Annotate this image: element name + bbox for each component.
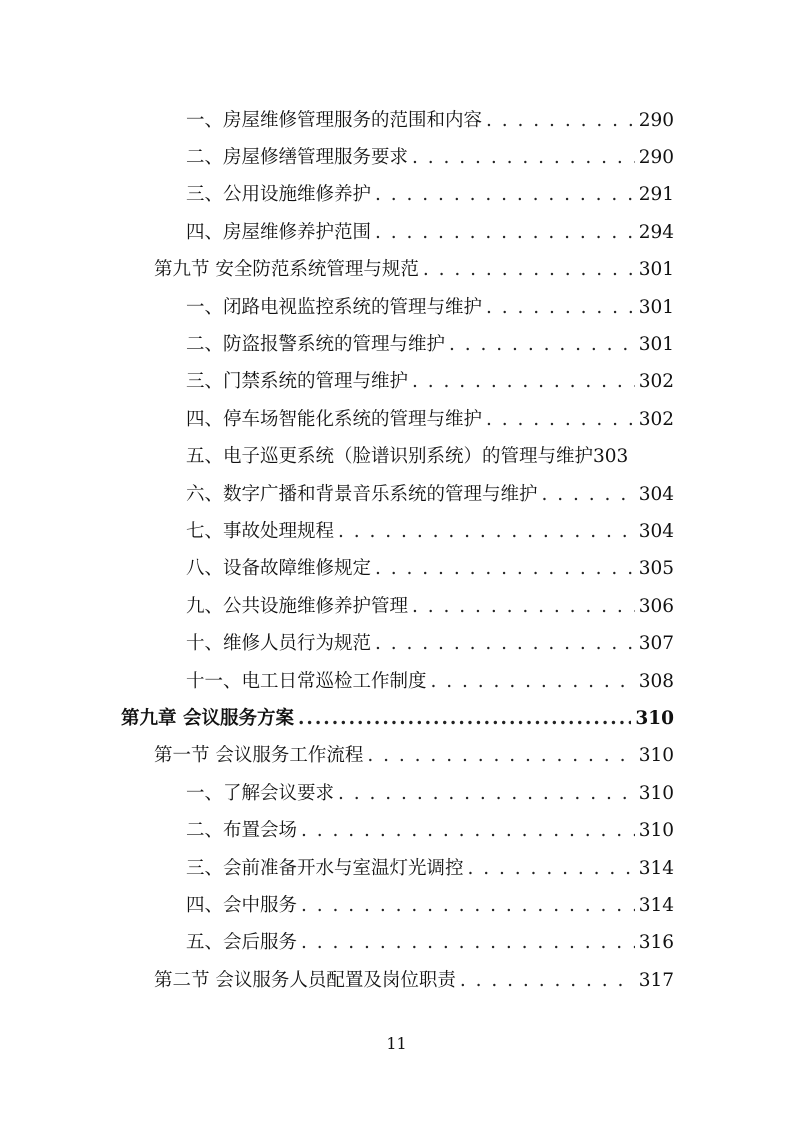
toc-entry[interactable] [0, 773, 793, 810]
toc-entry-page: 314 [638, 894, 674, 916]
toc-entry-page: 314 [638, 857, 674, 879]
table-of-contents [0, 100, 793, 997]
toc-entry-title: 七、事故处理规程 [186, 520, 335, 542]
toc-entry-page: 310 [638, 745, 674, 767]
toc-entry-title: 十一、电工日常巡检工作制度 [186, 670, 427, 692]
toc-entry-title: 第九节 安全防范系统管理与规范 [154, 259, 419, 281]
toc-entry[interactable] [0, 324, 793, 361]
toc-entry-title: 三、公用设施维修养护 [186, 184, 372, 206]
dot-leader [408, 147, 635, 168]
toc-entry-title: 二、布置会场 [186, 820, 298, 842]
toc-entry-page: 301 [638, 296, 674, 318]
dot-leader [294, 708, 631, 729]
toc-entry-page: 305 [638, 558, 674, 580]
toc-entry-title: 五、会后服务 [186, 932, 298, 954]
dot-leader [482, 297, 635, 318]
dot-leader [371, 558, 635, 579]
toc-entry[interactable] [0, 623, 793, 660]
dot-leader [464, 858, 635, 879]
toc-entry-title: 二、房屋修缮管理服务要求 [186, 147, 409, 169]
toc-entry-title: 第九章 会议服务方案 [121, 707, 294, 729]
page-number: 11 [386, 1034, 407, 1053]
toc-entry-title: 四、房屋维修养护范围 [186, 221, 372, 243]
toc-entry-title: 第二节 会议服务人员配置及岗位职责 [154, 969, 456, 991]
toc-entry[interactable] [0, 287, 793, 324]
toc-entry-title: 六、数字广播和背景音乐系统的管理与维护 [186, 483, 538, 505]
toc-entry-title: 九、公共设施维修养护管理 [186, 595, 409, 617]
toc-section-entry[interactable] [0, 736, 793, 773]
toc-entry-page: 301 [638, 259, 674, 281]
dot-leader [538, 484, 635, 505]
toc-entry-title: 三、门禁系统的管理与维护 [186, 371, 409, 393]
toc-entry-page: 304 [638, 483, 674, 505]
toc-entry-title: 一、闭路电视监控系统的管理与维护 [186, 296, 483, 318]
toc-entry[interactable] [0, 362, 793, 399]
dot-leader [297, 820, 635, 841]
toc-entry[interactable] [0, 923, 793, 960]
toc-entry[interactable] [0, 810, 793, 847]
toc-section-entry[interactable] [0, 250, 793, 287]
toc-entry-title: 三、会前准备开水与室温灯光调控 [186, 857, 464, 879]
dot-leader [297, 895, 635, 916]
toc-section-entry[interactable] [0, 960, 793, 997]
toc-entry-title: 五、电子巡更系统（脸谱识别系统）的管理与维护 [186, 446, 594, 468]
dot-leader [297, 932, 635, 953]
toc-entry[interactable] [0, 100, 793, 137]
toc-entry-page: 310 [635, 707, 674, 729]
toc-entry-title: 一、了解会议要求 [186, 782, 335, 804]
toc-entry[interactable] [0, 511, 793, 548]
toc-entry-title: 四、停车场智能化系统的管理与维护 [186, 408, 483, 430]
dot-leader [427, 671, 635, 692]
toc-entry-page: 306 [638, 595, 674, 617]
dot-leader [482, 110, 635, 131]
toc-entry-page: 301 [638, 334, 674, 356]
toc-entry[interactable] [0, 175, 793, 212]
dot-leader [334, 783, 635, 804]
toc-entry[interactable] [0, 137, 793, 174]
toc-entry-title: 十、维修人员行为规范 [186, 633, 372, 655]
dot-leader [371, 184, 635, 205]
toc-entry[interactable] [0, 848, 793, 885]
dot-leader [445, 334, 635, 355]
toc-entry-page: 302 [638, 408, 674, 430]
dot-leader [408, 596, 635, 617]
toc-entry-title: 一、房屋维修管理服务的范围和内容 [186, 109, 483, 131]
toc-entry[interactable] [0, 212, 793, 249]
toc-entry-page: 316 [638, 932, 674, 954]
dot-leader [419, 259, 635, 280]
toc-entry[interactable] [0, 474, 793, 511]
toc-entry-page: 310 [638, 782, 674, 804]
toc-chapter-entry[interactable] [0, 698, 793, 735]
toc-entry-page: 308 [638, 670, 674, 692]
toc-entry-page: 304 [638, 520, 674, 542]
toc-entry-page: 291 [638, 184, 674, 206]
dot-leader [334, 521, 635, 542]
toc-entry[interactable] [0, 437, 793, 474]
dot-leader [371, 633, 635, 654]
toc-entry-page: 303 [593, 446, 629, 468]
dot-leader [363, 745, 634, 766]
dot-leader [456, 970, 635, 991]
toc-entry[interactable] [0, 399, 793, 436]
toc-entry-page: 307 [638, 633, 674, 655]
toc-entry[interactable] [0, 549, 793, 586]
toc-entry-page: 317 [638, 969, 674, 991]
dot-leader [408, 371, 635, 392]
toc-entry[interactable] [0, 661, 793, 698]
toc-entry-title: 二、防盗报警系统的管理与维护 [186, 334, 446, 356]
toc-entry[interactable] [0, 586, 793, 623]
toc-entry-page: 290 [638, 109, 674, 131]
toc-entry-page: 290 [638, 147, 674, 169]
dot-leader [371, 222, 635, 243]
toc-entry-title: 八、设备故障维修规定 [186, 558, 372, 580]
toc-entry-title: 四、会中服务 [186, 894, 298, 916]
toc-entry-page: 302 [638, 371, 674, 393]
toc-entry-page: 310 [638, 820, 674, 842]
dot-leader [482, 409, 635, 430]
toc-entry[interactable] [0, 885, 793, 922]
toc-entry-page: 294 [638, 221, 674, 243]
toc-entry-title: 第一节 会议服务工作流程 [154, 745, 364, 767]
